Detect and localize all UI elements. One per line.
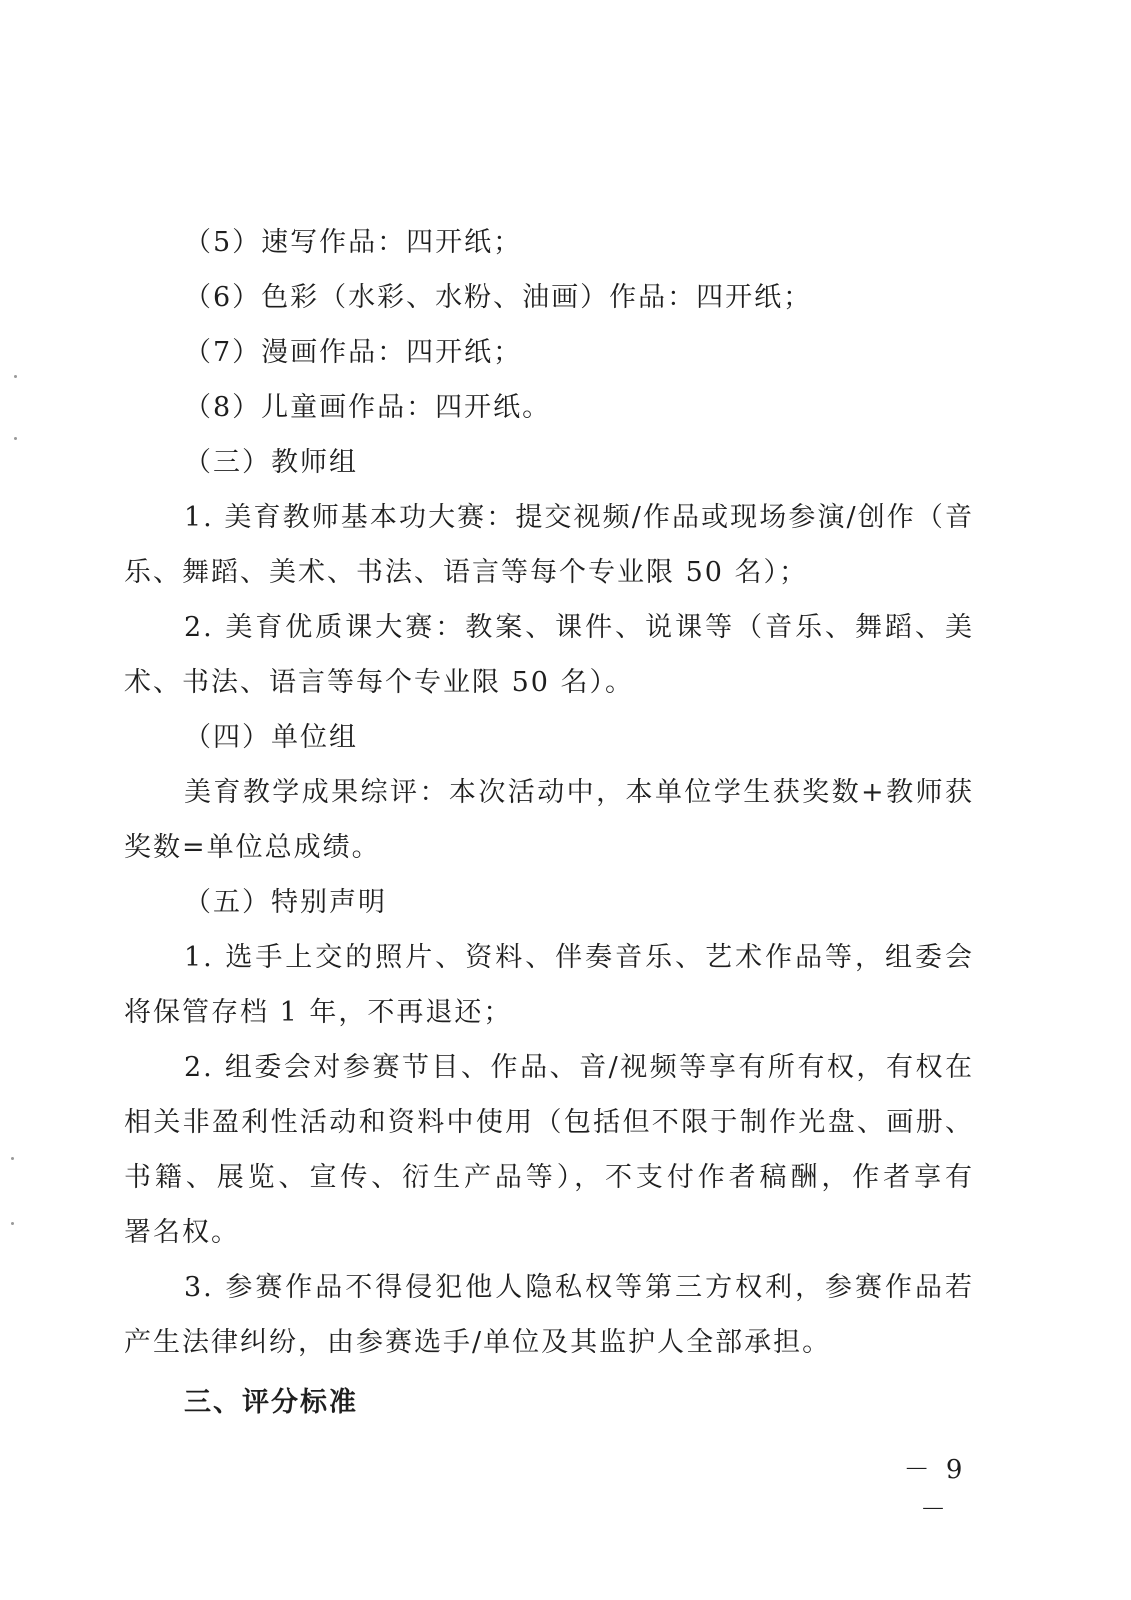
list-item-color: （6）色彩（水彩、水粉、油画）作品：四开纸；: [184, 282, 813, 313]
paragraph-line: 署名权。: [124, 1217, 240, 1248]
paragraph-line: 书籍、展览、宣传、衍生产品等），不支付作者稿酬，作者享有: [124, 1162, 974, 1193]
paragraph-line: 1. 美育教师基本功大赛：提交视频/作品或现场参演/创作（音: [184, 502, 974, 533]
paragraph-line: 术、书法、语言等每个专业限 50 名）。: [124, 667, 635, 698]
scan-mark: [14, 437, 17, 440]
page-number: － 9 －: [903, 1455, 967, 1525]
paragraph-line: 美育教学成果综评：本次活动中，本单位学生获奖数+教师获: [184, 777, 974, 808]
document-body: [124, 215, 974, 1430]
paragraph-line: 将保管存档 1 年，不再退还；: [124, 997, 513, 1028]
paragraph-line: 产生法律纠纷，由参赛选手/单位及其监护人全部承担。: [124, 1327, 832, 1358]
paragraph-line: 2. 美育优质课大赛：教案、课件、说课等（音乐、舞蹈、美: [184, 612, 974, 643]
scan-mark: [11, 1157, 14, 1160]
scan-mark: [14, 375, 17, 378]
paragraph-line: 3. 参赛作品不得侵犯他人隐私权等第三方权利，参赛作品若: [184, 1272, 974, 1303]
paragraph-line: 2. 组委会对参赛节目、作品、音/视频等享有所有权，有权在: [184, 1052, 974, 1083]
list-item-sketch: （5）速写作品：四开纸；: [184, 227, 523, 258]
subsection-heading-unit-group: （四）单位组: [184, 722, 358, 753]
paragraph-line: 1. 选手上交的照片、资料、伴奏音乐、艺术作品等，组委会: [184, 942, 974, 973]
paragraph-line: 相关非盈利性活动和资料中使用（包括但不限于制作光盘、画册、: [124, 1107, 974, 1138]
scan-mark: [11, 1222, 14, 1225]
subsection-heading-special-statement: （五）特别声明: [184, 887, 387, 918]
section-heading-scoring-criteria: 三、评分标准: [184, 1387, 358, 1418]
paragraph-line: 乐、舞蹈、美术、书法、语言等每个专业限 50 名）；: [124, 557, 809, 588]
list-item-comic: （7）漫画作品：四开纸；: [184, 337, 523, 368]
subsection-heading-teacher-group: （三）教师组: [184, 447, 358, 478]
paragraph-line: 奖数=单位总成绩。: [124, 832, 381, 863]
list-item-children-painting: （8）儿童画作品：四开纸。: [184, 392, 552, 423]
